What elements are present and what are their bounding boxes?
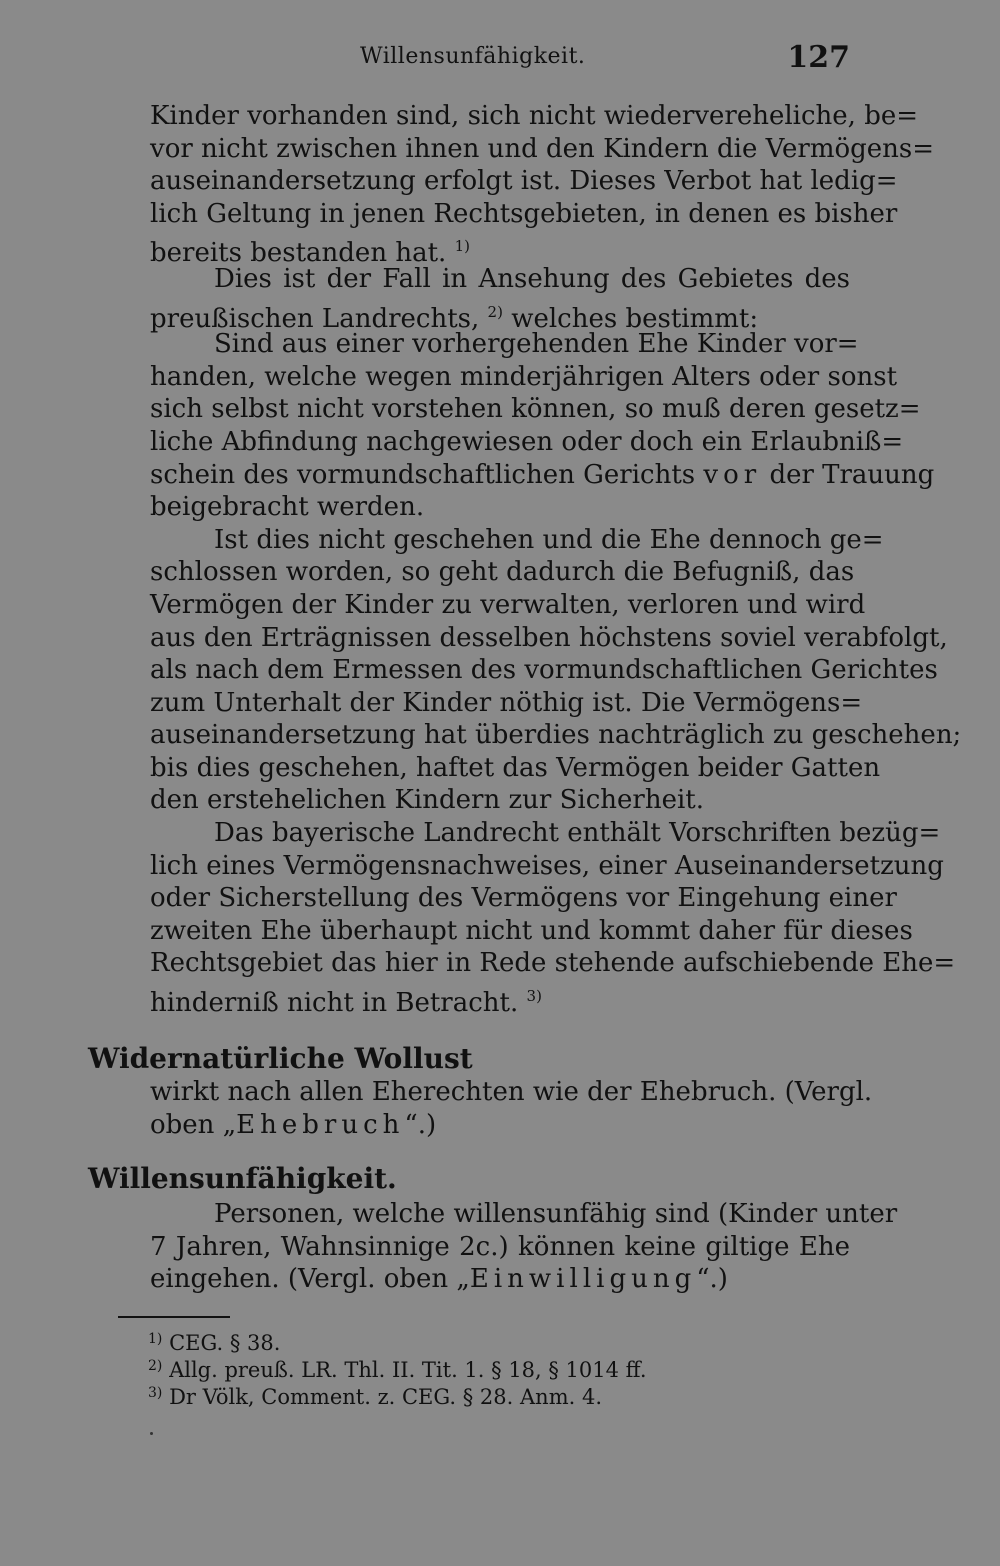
text-line: Dies ist der Fall in Ansehung des Gebietes des bbox=[214, 263, 850, 294]
text-line: Personen, welche willensunfähig sind (Kinder unter bbox=[214, 1199, 898, 1229]
text-line: 7 Jahren, Wahnsinnige 2c.) können keine giltige Ehe bbox=[150, 1231, 850, 1262]
entry-body bbox=[150, 1076, 873, 1141]
text-span: eingehen. (Vergl. oben „ bbox=[150, 1264, 470, 1295]
footnote-text: CEG. § 38. bbox=[169, 1331, 281, 1355]
footnote-text: Allg. preuß. LR. Thl. II. Tit. 1. § 18, § 1014 ff. bbox=[169, 1358, 647, 1382]
footnote-ref: 3) bbox=[526, 987, 542, 1006]
text-span: “.) bbox=[404, 1109, 437, 1140]
text-line bbox=[150, 1109, 850, 1142]
text-span: welches bestimmt: bbox=[511, 303, 759, 334]
text-line: vor nicht zwischen ihnen und den Kindern die Vermögens= bbox=[150, 133, 935, 164]
entry-heading: Widernatürliche Wollust bbox=[88, 1042, 473, 1075]
quote-line: zum Unterhalt der Kinder nöthig ist. Die Vermögens= bbox=[150, 687, 863, 718]
footnote-text: Dr Völk, Comment. z. CEG. § 28. Anm. 4. bbox=[169, 1385, 602, 1409]
main-text bbox=[150, 100, 962, 1019]
running-head: Willensunfähigkeit. bbox=[360, 44, 586, 69]
quote-line: auseinandersetzung hat überdies nachträglich zu geschehen; bbox=[150, 720, 962, 751]
footnote-ref: 2) bbox=[487, 302, 503, 321]
text-span: der Trauung bbox=[769, 459, 935, 490]
text-span: “.) bbox=[696, 1264, 728, 1295]
entry-heading: Willensunfähigkeit. bbox=[88, 1162, 397, 1195]
text-span: oben „ bbox=[150, 1109, 237, 1140]
text-line: lich eines Vermögensnachweises, einer Auseinandersetzung bbox=[150, 850, 944, 881]
text-line: oder Sicherstellung des Vermögens vor Eingehung einer bbox=[150, 883, 897, 914]
text-line bbox=[150, 1263, 850, 1296]
text-line bbox=[150, 980, 850, 1019]
text-line: lich Geltung in jenen Rechtsgebieten, in denen es bisher bbox=[150, 198, 898, 229]
quote-line: aus den Erträgnissen desselben höchstens soviel verabfolgt, bbox=[150, 622, 948, 653]
quote-line: sich selbst nicht vorstehen können, so muß deren gesetz= bbox=[150, 394, 921, 425]
footnote bbox=[148, 1353, 848, 1380]
quote-line: als nach dem Ermessen des vormundschaftlichen Gerichtes bbox=[150, 655, 938, 686]
emphasis-text: vor bbox=[703, 459, 762, 490]
quote-line: schlossen worden, so geht dadurch die Befugniß, das bbox=[150, 557, 855, 588]
footnote-mark: 3) bbox=[148, 1385, 163, 1401]
stray-mark bbox=[150, 1432, 153, 1435]
text-span: hinderniß nicht in Betracht. bbox=[150, 988, 519, 1019]
text-line: Kinder vorhanden sind, sich nicht wiedervereheliche, be= bbox=[150, 101, 919, 131]
footnote bbox=[148, 1326, 848, 1353]
page-number: 127 bbox=[787, 40, 850, 75]
emphasis-text: Ehebruch bbox=[236, 1109, 405, 1140]
text-line: zweiten Ehe überhaupt nicht und kommt daher für dieses bbox=[150, 915, 913, 946]
quote-line: den erstehelichen Kindern zur Sicherheit. bbox=[150, 785, 704, 816]
footnote bbox=[148, 1380, 848, 1407]
text-line bbox=[150, 230, 850, 269]
page-header bbox=[0, 40, 1000, 80]
text-span: preußischen Landrechts, bbox=[150, 303, 480, 334]
footnote-mark: 2) bbox=[148, 1358, 163, 1374]
text-line bbox=[150, 296, 850, 334]
quote-line bbox=[150, 459, 935, 492]
text-line: Rechtsgebiet das hier in Rede stehende aufschiebende Ehe= bbox=[150, 948, 956, 979]
quote-line: beigebracht werden. bbox=[150, 492, 425, 523]
quote-line: liche Abfindung nachgewiesen oder doch ein Erlaubniß= bbox=[150, 426, 904, 457]
text-line: auseinandersetzung erfolgt ist. Dieses Verbot hat ledig= bbox=[150, 166, 898, 197]
text-span: bereits bestanden hat. bbox=[150, 238, 447, 269]
text-line: wirkt nach allen Eherechten wie der Ehebruch. (Vergl. bbox=[150, 1077, 873, 1107]
quote-line: Sind aus einer vorhergehenden Ehe Kinder vor= bbox=[214, 329, 859, 360]
text-span: schein des vormundschaftlichen Gerichts bbox=[150, 459, 696, 490]
footnote-ref: 1) bbox=[454, 237, 470, 256]
text-line: Das bayerische Landrecht enthält Vorschriften bezüg= bbox=[214, 818, 941, 849]
quote-line: Vermögen der Kinder zu verwalten, verloren und wird bbox=[150, 589, 866, 620]
quote-line: Ist dies nicht geschehen und die Ehe dennoch ge= bbox=[214, 524, 884, 555]
quote-line: bis dies geschehen, haftet das Vermögen beider Gatten bbox=[150, 752, 881, 783]
emphasis-text: Einwilligung bbox=[469, 1264, 697, 1295]
footnote-rule bbox=[118, 1316, 230, 1318]
quote-line: handen, welche wegen minderjährigen Alters oder sonst bbox=[150, 361, 898, 392]
footnote-mark: 1) bbox=[148, 1331, 163, 1347]
footnotes bbox=[148, 1326, 848, 1407]
entry-body bbox=[150, 1198, 898, 1296]
